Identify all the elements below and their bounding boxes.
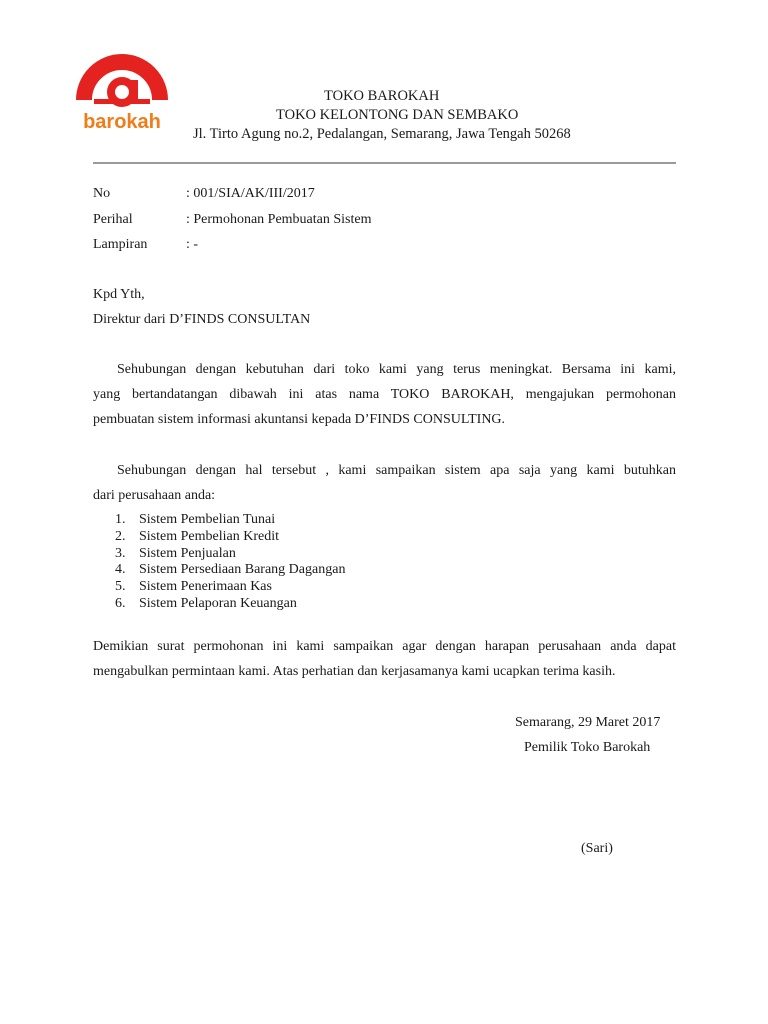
paragraph2-line1: Sehubungan dengan hal tersebut , kami sampaikan sistem apa saja yang kami butuhkan bbox=[117, 463, 676, 478]
meta-lampiran-label: Lampiran bbox=[93, 237, 148, 252]
meta-no-label: No bbox=[93, 186, 111, 201]
paragraph1-line2: yang bertandatangan dibawah ini atas nama TOKO BAROKAH, mengajukan permohonan bbox=[93, 387, 676, 402]
list-item: 1. Sistem Pembelian Tunai bbox=[115, 512, 276, 527]
list-item: 4. Sistem Persediaan Barang Dagangan bbox=[115, 562, 346, 578]
meta-no bbox=[93, 186, 315, 202]
store-name: TOKO BAROKAH bbox=[324, 88, 440, 104]
meta-perihal bbox=[93, 212, 371, 228]
closing-line1: Demikian surat permohonan ini kami sampaikan agar dengan harapan perusahaan anda dapat bbox=[93, 639, 676, 654]
store-subtitle: TOKO KELONTONG DAN SEMBAKO bbox=[276, 107, 519, 123]
list-item: 2. Sistem Pembelian Kredit bbox=[115, 528, 279, 544]
paragraph2-line2: dari perusahaan anda: bbox=[93, 488, 216, 503]
closing-line2: mengabulkan permintaan kami. Atas perhatian dan kerjasamanya kami ucapkan terima kasih. bbox=[93, 664, 616, 679]
signature-place-date: Semarang, 29 Maret 2017 bbox=[515, 715, 661, 730]
meta-perihal-value: : Permohonan Pembuatan Sistem bbox=[186, 212, 372, 227]
store-address: Jl. Tirto Agung no.2, Pedalangan, Semarang, Jawa Tengah 50268 bbox=[193, 126, 571, 142]
paragraph1-line3: pembuatan sistem informasi akuntansi kepada D’FINDS CONSULTING. bbox=[93, 412, 506, 427]
meta-no-value: : 001/SIA/AK/III/2017 bbox=[186, 186, 315, 201]
barokah-logo-icon bbox=[74, 48, 170, 132]
system-list bbox=[93, 512, 345, 613]
meta-lampiran-value: : - bbox=[186, 237, 199, 252]
header-divider bbox=[93, 162, 676, 164]
barokah-logo bbox=[74, 48, 170, 132]
list-item: 6. Sistem Pelaporan Keuangan bbox=[115, 595, 297, 611]
recipient-name: Direktur dari D’FINDS CONSULTAN bbox=[93, 312, 311, 327]
signature-name: (Sari) bbox=[581, 841, 613, 856]
list-item: 5. Sistem Penerimaan Kas bbox=[115, 579, 272, 595]
recipient-greeting: Kpd Yth, bbox=[93, 287, 145, 302]
meta-perihal-label: Perihal bbox=[93, 212, 133, 227]
meta-lampiran bbox=[93, 237, 198, 253]
list-item: 3. Sistem Penjualan bbox=[115, 545, 236, 561]
paragraph1-line1: Sehubungan dengan kebutuhan dari toko kami yang terus meningkat. Bersama ini kami, bbox=[117, 362, 676, 377]
logo-wordmark: barokah bbox=[83, 111, 161, 132]
signature-title: Pemilik Toko Barokah bbox=[524, 740, 651, 755]
